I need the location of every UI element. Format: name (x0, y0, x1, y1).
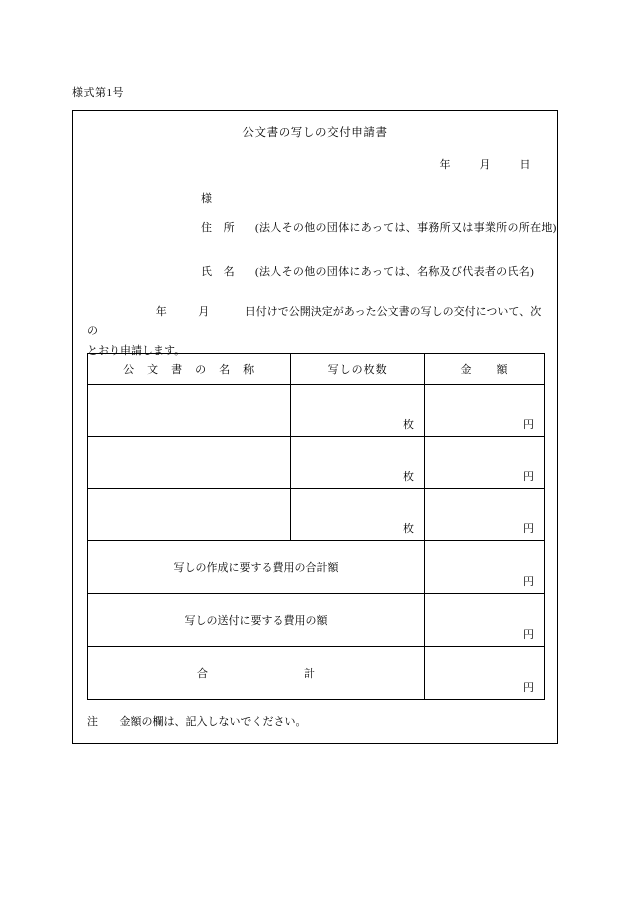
table-row (88, 385, 545, 437)
row-1-amount-input[interactable] (425, 385, 545, 437)
note-prefix: 注 (87, 716, 98, 728)
row-2-document-name-input[interactable] (88, 437, 291, 489)
table-header-document-name: 公 文 書 の 名 称 (88, 354, 291, 385)
total-amount-unit: 円 (523, 682, 534, 694)
form-note (87, 713, 307, 729)
summary-creation-cost-unit: 円 (523, 576, 534, 588)
row-3-copy-count-input[interactable] (291, 489, 425, 541)
row-1-document-name-input[interactable] (88, 385, 291, 437)
name-field-row (201, 263, 534, 279)
row-1-copy-unit: 枚 (403, 419, 415, 431)
summary-creation-cost-amount-input[interactable] (425, 541, 545, 594)
table-header-row (88, 354, 545, 385)
request-table (87, 353, 545, 700)
address-field-label: 住 所 (201, 222, 235, 234)
date-year-label: 年 (439, 159, 451, 171)
date-line (440, 156, 532, 172)
date-month-label: 月 (479, 159, 491, 171)
body-year-label: 年 (155, 306, 167, 318)
form-number: 様式第1号 (72, 87, 124, 99)
addressee-suffix: 様 (201, 193, 212, 205)
address-field-row (201, 219, 557, 235)
row-3-amount-input[interactable] (425, 489, 545, 541)
total-row (88, 647, 545, 700)
total-row-label (88, 647, 425, 700)
summary-creation-cost-label: 写しの作成に要する費用の合計額 (88, 541, 425, 594)
row-1-amount-unit: 円 (523, 419, 534, 431)
summary-shipping-cost-unit: 円 (523, 629, 534, 641)
row-3-document-name-input[interactable] (88, 489, 291, 541)
address-field-note: (法人その他の団体にあっては、事務所又は事業所の所在地) (255, 222, 557, 234)
table-header-amount: 金 額 (425, 354, 545, 385)
row-2-copy-count-input[interactable] (291, 437, 425, 489)
body-text-2: とおり申請します。 (87, 344, 186, 357)
row-1-copy-count-input[interactable] (291, 385, 425, 437)
table-row (88, 489, 545, 541)
summary-shipping-cost-amount-input[interactable] (425, 594, 545, 647)
note-text: 金額の欄は、記入しないでください。 (119, 716, 307, 728)
table-header-copy-count: 写しの枚数 (291, 354, 425, 385)
row-3-copy-unit: 枚 (403, 523, 415, 535)
total-label-right: 計 (304, 668, 316, 680)
page-title: 公文書の写しの交付申請書 (242, 127, 388, 139)
name-field-note: (法人その他の団体にあっては、名称及び代表者の氏名) (255, 266, 535, 278)
total-amount-input[interactable] (425, 647, 545, 700)
name-field-label: 氏 名 (201, 266, 235, 278)
form-outer-border (72, 110, 558, 744)
summary-row-shipping-cost (88, 594, 545, 647)
row-3-amount-unit: 円 (523, 523, 534, 535)
body-month-label: 月 (198, 306, 210, 318)
total-label-left: 合 (197, 668, 209, 680)
row-2-amount-unit: 円 (523, 471, 534, 483)
body-text-1: 日付けで公開決定があった公文書の写しの交付について、次の (87, 306, 542, 338)
table-row (88, 437, 545, 489)
summary-shipping-cost-label: 写しの送付に要する費用の額 (88, 594, 425, 647)
row-2-amount-input[interactable] (425, 437, 545, 489)
summary-row-creation-cost (88, 541, 545, 594)
date-day-label: 日 (519, 159, 531, 171)
row-2-copy-unit: 枚 (403, 471, 415, 483)
